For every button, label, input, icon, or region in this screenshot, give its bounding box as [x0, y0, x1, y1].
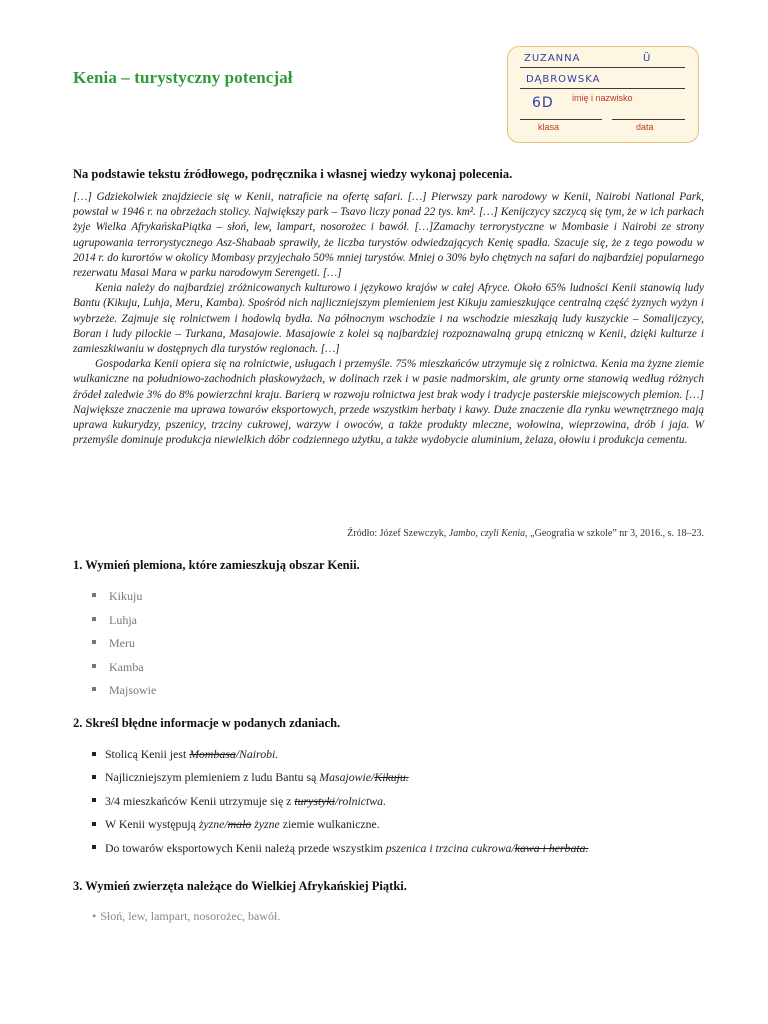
- source-paragraph: […] Gdziekolwiek znajdziecie się w Kenii, natraficie na ofertę safari. […] Pierwszy park narodowy w Kenii, Nairobi National Park, powstał w 1946 r. na obrzeżach stolicy. Największy park – Tsavo liczy ponad 22 tys. km². […] Kenijczycy szczycą się tym, że w ich parkach żyje Wielka AfrykańskaPiątka – słoń, lew, lampart, nosorożec i bawół. […]Zamachy terrorystyczne w Mombasie i Nairobi ze strony ugrupowania terrorystycznego Asz-Shabaab sprawiły, że liczba turystów odwiedzających Kenię spadła. Szacuje się, że z tego powodu w 2014 r. do kurortów w okolicy Mombasy przyjechało 50% mniej turystów. Mniej o 30% było chętnych na safari do najbardziej popularnego rezerwatu Masai Mara w parku narodowym Serengeti. […]: [73, 191, 704, 280]
- list-item: Meru: [92, 635, 156, 659]
- name-card: [507, 46, 699, 143]
- statement-item: Do towarów eksportowych Kenii należą przede wszystkim pszenica i trzcina cukrowa/kawa i herbata.: [92, 840, 588, 863]
- class-line: [520, 119, 602, 120]
- list-item: Luhja: [92, 612, 156, 636]
- date-line: [612, 119, 685, 120]
- date-label: data: [636, 122, 654, 132]
- handwritten-first-name: ZUZANNA: [524, 53, 581, 64]
- answer-3: • Słoń, lew, lampart, nosorożec, bawół.: [92, 909, 281, 923]
- source-citation: Źródło: Józef Szewczyk, Jambo, czyli Kenia, „Geografia w szkole” nr 3, 2016., s. 18–23.: [347, 528, 704, 539]
- instruction: Na podstawie tekstu źródłowego, podręcznika i własnej wiedzy wykonaj polecenia.: [73, 167, 513, 181]
- question-3: 3. Wymień zwierzęta należące do Wielkiej Afrykańskiej Piątki.: [73, 879, 407, 893]
- statement-item: 3/4 mieszkańców Kenii utrzymuje się z turystyki/rolnictwa.: [92, 793, 588, 816]
- list-item: Majsowie: [92, 682, 156, 706]
- statement-item: Najliczniejszym plemieniem z ludu Bantu są Masajowie/Kikuju.: [92, 769, 588, 792]
- question-1: 1. Wymień plemiona, które zamieszkują obszar Kenii.: [73, 558, 360, 572]
- source-text: [73, 190, 704, 448]
- source-paragraph: Kenia należy do najbardziej zróżnicowanych kulturowo i językowo krajów w całej Afryce. Około 65% ludności Kenii stanowią ludy Bantu (Kikuju, Luhja, Meru, Kamba). Spośród nich najliczniejszym plemieniem jest Kikuju zamieszkujące centralną część żyznych wyżyn i wybrzeże. Zajmuje się rolnictwem i hodowlą bydła. Na północnym wschodzie i na wschodzie mieszkają ludy kuszyckie – Somalijczycy, Boran i ludy pilockie – Turkana, Masajowie. Masajowie z kolei są najbardziej rozpoznawalną grupą etniczną w Kenii, dzięki kulturze i zamieszkiwaniu w dostępnych dla turystów regionach. […]: [73, 282, 704, 356]
- statement-item: Stolicą Kenii jest Mombasa/Nairobi.: [92, 746, 588, 769]
- question-2: 2. Skreśl błędne informacje w podanych zdaniach.: [73, 716, 341, 730]
- handwritten-class: 6D: [532, 95, 554, 111]
- list-item: Kamba: [92, 659, 156, 683]
- handwritten-mark: Ü: [643, 53, 652, 64]
- name-line-1: [520, 67, 685, 68]
- page-title: Kenia – turystyczny potencjał: [73, 68, 293, 87]
- class-label: klasa: [538, 122, 560, 132]
- name-label: imię i nazwisko: [572, 93, 633, 103]
- name-line-2: [520, 88, 685, 89]
- statement-item: W Kenii występują żyzne/mało żyzne ziemie wulkaniczne.: [92, 816, 588, 839]
- source-paragraph: Gospodarka Kenii opiera się na rolnictwie, usługach i przemyśle. 75% mieszkańców utrzymuje się z rolnictwa. Kenia ma żyzne ziemie wulkaniczne na południowo-zachodnich płaskowyżach, w dolinach rzek i w pasie nadmorskim, ale grunty orne stanowią według różnych źródeł zaledwie 3% do 8% powierzchni kraju. Barierą w rozwoju rolnictwa jest brak wody i tradycje pasterskie miejscowych plemion. […] Największe znaczenie ma uprawa towarów eksportowych, przede wszystkim herbaty i kawy. Duże znaczenie dla rynku wewnętrznego mają uprawa kukurydzy, pszenicy, trzciny cukrowej, warzyw i owoców, a także produkty mleczne, wołowina, wieprzowina, drób i jaja. W przemyśle dominuje produkcja niewielkich dóbr codziennego użytku, a także wydobycie aluminium, żelaza, ołowiu i produkcja cementu.: [73, 358, 704, 447]
- list-item: Kikuju: [92, 588, 156, 612]
- statement-list: [92, 746, 588, 863]
- answer-list-1: [92, 588, 156, 706]
- handwritten-last-name: DĄBROWSKA: [526, 74, 601, 85]
